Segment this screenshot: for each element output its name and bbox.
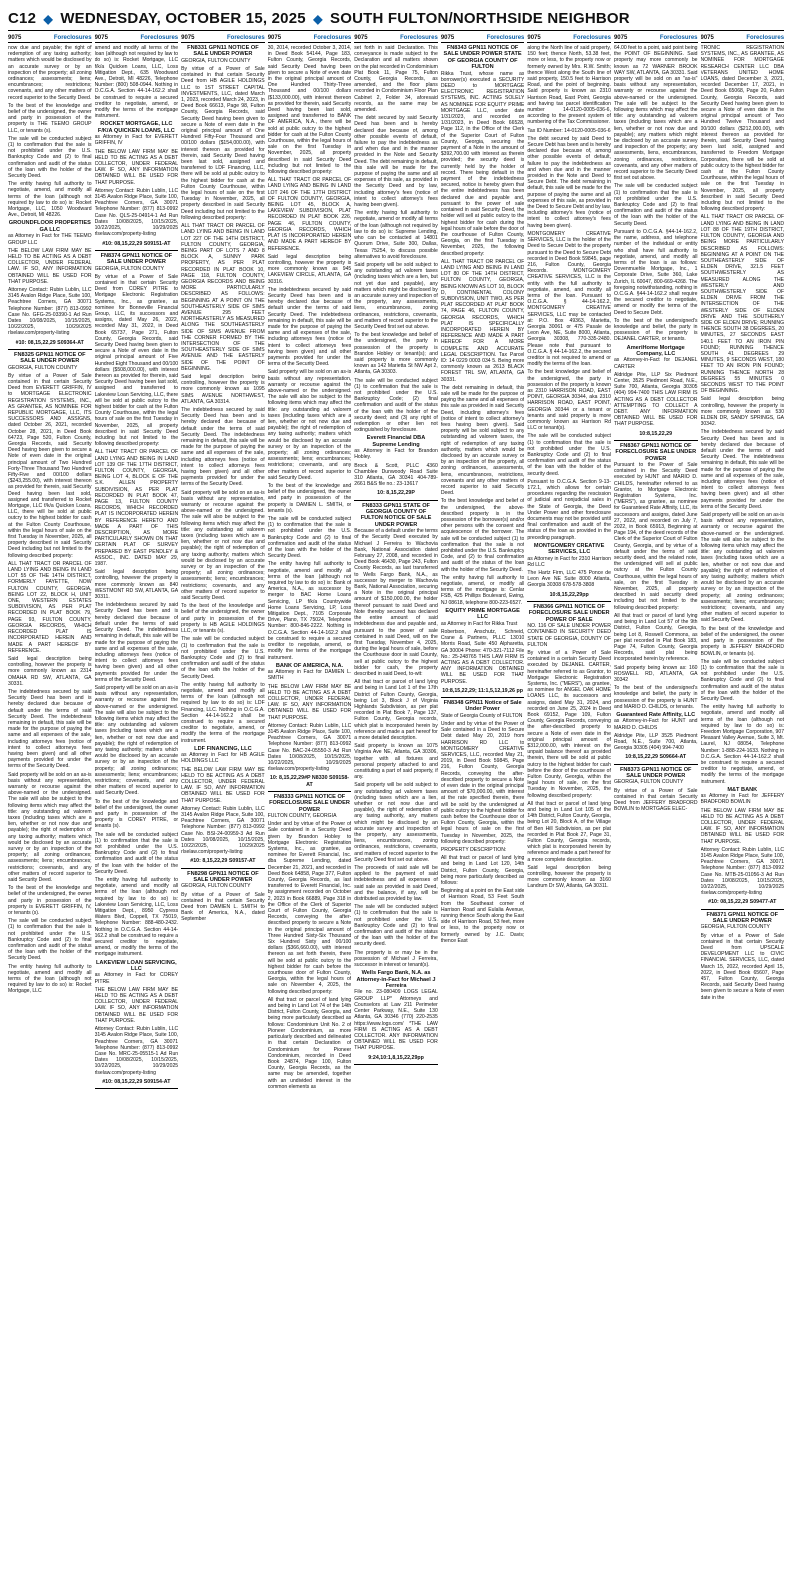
notice-text-block: [181, 45, 265, 923]
notice-paragraph: GEORGIA, FULTON COUNTY: [613, 779, 684, 786]
notice-paragraph: GEORGIA, FULTON COUNTY: [94, 265, 164, 272]
notice-paragraph: Said property will be sold on an as-is basis without any representation, warranty or recourse against the above-named or the undersigned. The sale will also be subject to the following items which may affect the title: any outstanding ad valorem taxes (including taxes which are a lien, whether or not now due and payable); the right of redemption of any taxing authority; matters which would be disclosed by an accurate survey or by an inspection of the property; all zoning ordinances; assessments; liens; encumbrances; restrictions; covenants, and any other matters of record superior to said Security Deed.: [181, 489, 265, 602]
column-label: [527, 34, 611, 43]
notice-text-block: [614, 45, 698, 812]
notice-paragraph: ALL THAT TRACT OR PARCEL OF LAND LYING AND BEING IN LAND LOT 139 OF THE 17TH DISTRICT, FULTON COUNTY, GEORGIA, BEING LOT 4, BLOCK E OF THE S.K. ALLEN PROPERTY SUBDIVISION, AS PER PLAT RECORDED IN PLAT BOOK 47, PAGE 13, FULTON COUNTY RECORDS, WHICH RECORDED PLAT IS INCORPORATED HEREIN BY REFERENCE HERETO AND MADE A PART OF THIS DESCRIPTION, AS MORE PARTICULARLY SHOWN ON THAT CERTAIN PLAT OF SURVEY PREPARED BY EAST PENDLEY & ASSOC., INC. DATED MAY 29, 1987.: [94, 449, 179, 568]
notice-paragraph: The debt secured by said Deed to Secure Debt has been and is hereby declared due because of, among other possible events of default, failure to pay the indebtedness as and when due and in the manner provided in the Note and Deed to Secure Debt. The debt remaining in default, this sale will be made for the purpose of paying the same and all expenses of this sale, as provided in the Deed to Secure Debt and by law, including attorney's fees (notice of intent to collect attorney's fees having been given).: [527, 135, 611, 229]
notice-paragraph: Said property will be sold subject to any outstanding ad valorem taxes (including taxes which are a lien, but not yet due and payable), any matters which might be disclosed by an accurate survey and inspection of the property, any assessments, liens, encumbrances, zoning ordinances, restrictions, covenants, and matters of record superior to the Security Deed first set out above.: [354, 261, 438, 330]
notice-paragraph: The sale will be conducted subject (1) to confirmation that the sale is not prohibited under the U.S. Bankruptcy Code and (2) to final confirmation and audit of the status of the loan with the holder of the Security Deed.: [8, 918, 92, 962]
notice-heading: Wells Fargo Bank, N.A. as Attorney-in-Fact for Michael J Ferreira: [356, 970, 436, 990]
ad-run-code: #10: 8,15,22,29 S09157-AT: [190, 858, 256, 865]
notice-paragraph: 64.00 feet to a point, said point being the POINT OF BEGINNING. Said property may more commonly be known as 72 WARNER BROOK WAY SW, ATLANTA, GA 30331. Said property will be sold on an "as-is" basis without any representation, warranty or recourse against the above-named or the undersigned. The sale will be subject to the following items which may affect the title: any outstanding ad valorem taxes (including taxes which are a lien, whether or not now due and payable); any matters which might be disclosed by an accurate survey and inspection of the property; any assessments, liens, encumbrances, zoning ordinances, restrictions, covenants, and any other matters of record superior to the Security Deed first set out above.: [613, 45, 698, 182]
notice-paragraph: Aldridge Pite, LLP Six Piedmont Center, 3525 Piedmont Road, N.E., Suite 700, Atlanta, Georgia 30305 (404) 994-7400 THIS LAW FIRM IS ACTING AS A DEBT COLLECTOR ATTEMPTING TO COLLECT A DEBT. ANY INFORMATION OBTAINED WILL BE USED FOR THAT PURPOSE.: [613, 371, 698, 428]
notice-heading: FN8343 GPN11 NOTICE OF SALE UNDER POWER STATE OF GEORGIA COUNTY OF FULTON: [443, 45, 522, 71]
notice-paragraph: The indebtedness secured by said Security Deed has been and is hereby declared due because of default under the terms of said Security Deed. The indebtedness remaining in default, this sale will be made for the purpose of paying the same and all expenses of the sale, including attorneys fees (notice of intent to collect attorneys fees having been given) and all other payments provided for under the terms of the Security Deed.: [181, 406, 265, 488]
notice-paragraph: To the best of the knowledge and belief of the undersigned, the owner and party in possession of the property is DAMIEN L. SMITH, or tenants (s).: [267, 483, 352, 514]
notice-heading: ROCKET MORTGAGE, LLC F/K/A QUICKEN LOANS, LLC: [97, 121, 175, 134]
notice-text-block: [95, 45, 179, 1089]
notice-heading: FN8371 GPN11 NOTICE OF SALE UNDER POWER: [706, 911, 779, 925]
notice-paragraph: The sale will be conducted subject (1) to confirmation that the sale is not prohibited under the U.S. Bankruptcy Code; (2) final confirmation and audit of the status of the loan with the holder of the security deed; and (3) any right of redemption or other lien not extinguished by foreclosure.: [354, 377, 438, 434]
notice-paragraph: To the best knowledge and belief of the undersigned, the party in possession of the property is Brandon Hobley or tenant(s); and said property is more commonly known as 142 Marietta St NW Apt 2, Atlanta, GA 30303.: [354, 332, 438, 376]
notice-heading: GROUNDFLOOR PROPERTIES GA LLC: [8, 220, 91, 233]
notice-text-block: [268, 45, 352, 1090]
notice-paragraph: Aldridge Pite, LLP 3525 Piedmont Road, N.E., Suite 700, Atlanta, Georgia 30305 (404) 994-7400: [613, 732, 698, 752]
legal-notices-columns: [8, 34, 784, 1578]
notice-paragraph: as Attorney in Fact for COREY PITRE: [94, 972, 179, 985]
notice-paragraph: Attorney Contact: Rubin Lublin, LLC 3145 Avalon Ridge Place, Suite 100, Peachtree Corners, GA 30071 Telephone Number: (877) 813-0992 Case No. BAC-24-05550-3 Ad Run Dates 10/08/2025, 10/15/2025, 10/22/2025, 10/29/2025 rlselaw.com/property-listing: [267, 722, 352, 773]
ad-run-code: #10: 08,15,22,29 S09364-AT: [15, 339, 84, 346]
notice-paragraph: ALL THAT TRACT OR PARCEL OF LAND LYING AND BEING IN LAND LOT 55 OF THE 14TH DISTRICT, FORMERLY FAYETTE, NOW FULTON COUNTY, GEORGIA, BEING LOT 22, BLOCK H, UNIT ONE, WESTERN ESTATES SUBDIVISION, AS PER PLAT RECORDED IN PLAT BOOK 79, PAGE 93, FULTON COUNTY, GEORGIA RECORDS, WHICH RECORDED PLAT IS INCORPORATED HEREIN AND MADE A PART HEREOF BY REFERENCE.: [8, 560, 92, 654]
notice-paragraph: GEORGIA, FULTON COUNTY: [181, 883, 251, 890]
notice-paragraph: The entity having full authority to negotiate, amend and modify all terms of the loan (although not required by law to do so) is: Freedom Mortgage Corporation, 907 Pleasant Valley Avenue, Suite 3, Mt. Laurel, NJ 08054, Telephone Number: 1-888-224-1633. Nothing in O.C.G.A. Section 44-14-162.2 shall be construed to require a secured creditor to negotiate, amend, or modify the terms of the mortgage instrument.: [700, 704, 785, 785]
notice-heading: FN8367 GPN11 NOTICE OF FORECLOSURE SALE UNDER POWER: [615, 442, 697, 462]
notice-paragraph: All that tract or parcel of land lying and being in Land Lot 120, 14th District, Fulton County, Georgia, being more particularly described as follows:: [440, 855, 525, 887]
notice-paragraph: To the best knowledge and belief of the undersigned, the party in possession of the property is known as 2310 HARRISON ROAD, EAST POINT, GEORGIA 30344, aka 2310 HARRISON ROAD, EAST POINT, GEORGIA 30344 or a tenant or tenants and said property is more commonly known as Harrison Rd LLC or tenant(s).: [527, 369, 611, 432]
notice-divider: [354, 500, 438, 501]
notice-heading: LDF FINANCING, LLC: [194, 745, 252, 752]
notice-paragraph: The entity having full authority to negotiate, amend and modify all terms of the loan (although not required by law to do so) is: LDF Financing, LLC. Nothing in O.C.G.A. Section 44-14-162.2 shall be construed to require a secured creditor to negotiate, amend, or modify the terms of the mortgage instrument.: [181, 681, 265, 744]
notice-divider: [8, 349, 92, 350]
classified-category: Foreclosures: [573, 35, 611, 41]
notice-divider: [95, 250, 179, 251]
notice-paragraph: Said property being known as: 160 ROSWELL RD, ATLANTA, GA 30342: [613, 664, 698, 683]
notice-paragraph: Said legal description being controlling, however the property is more commonly known as 3160 Landrum Dr SW, Atlanta, GA 30311.: [527, 864, 611, 890]
notice-heading: Guaranteed Rate Affinity, LLC: [616, 711, 696, 718]
notice-divider: [614, 440, 698, 441]
notice-paragraph: TRONIC REGISTRATION SYSTEMS, INC., AS GRANTEE, AS NOMINEE FOR MORTGAGE RESEARCH CENTER LLC DBA VETERANS UNITED HOME LOANS, dated December 3, 2021, recorded December 17, 2021, in Deed Book 65068, Page 20, Fulton County, Georgia Records, said Security Deed having been given to secure a Note of even date in the original principal amount of Two Hundred Twelve Thousand and 00/100 dollars ($212,000.00), with interest thereon as provided for therein, said Security Deed having been last sold, assigned and transferred to Freedom Mortgage Corporation, there will be sold at public outcry to the highest bidder for cash at the Fulton County Courthouse, within the legal hours of sale on the first Tuesday in November, 2025, all property described in said Security Deed including but not limited to the following described property:: [700, 45, 785, 213]
notice-heading: FN8333 GPN11 STATE OF GEORGIA COUNTY OF FULTON NOTICE OF SALE UNDER POWER: [360, 502, 432, 528]
column-label: [181, 34, 265, 43]
notice-paragraph: To the best of the undersigned's knowledge and belief, the party in possession of the property is HUNT and MARIO D. CHILDS, or tenants.: [613, 685, 698, 710]
notice-paragraph: The sale will be conducted subject (1) to confirmation that the sale is not prohibited under the U.S. Bankruptcy Code and (2) to final confirmation and audit of the status of the loan with the holder of the Security Deed.: [8, 135, 92, 180]
notice-paragraph: The entity having full authority to negotiate, amend, and modify all terms of the loan (although not required by law to do so) is: Rocket Mortgage, LLC, 1050 Woodward Ave., Detroit, MI 48226.: [8, 181, 92, 219]
notice-paragraph: Tax ID Number: 14-0120-0005-036-6: [527, 127, 611, 134]
notice-divider: [614, 764, 698, 765]
notice-column: [268, 34, 352, 1578]
notice-paragraph: To the best of the undersigned's knowledge and belief, the party in possession of the property is DEJANEL CARTER, or tenants.: [613, 317, 698, 343]
notice-paragraph: The debt secured by said Security Deed has been and is hereby declared due because of, among other possible events of default, failure to pay the indebtedness as and when due and in the manner provided in the Note and Security Deed. The debt remaining in default, this sale will be made for the purpose of paying the same and all expenses of this sale, as provided in the Security Deed and by law, including attorney's fees (notice of intent to collect attorney's fees having been given).: [354, 115, 438, 209]
notice-paragraph: The sale will be conducted subject (1) to confirmation that the sale is not prohibited under the U.S. Bankruptcy Code and (2) to final confirmation and audit of the status of the loan with the holder of the Security Deed.: [181, 636, 265, 680]
column-label: [95, 34, 179, 43]
notice-divider: [181, 868, 265, 869]
notice-column: [95, 34, 179, 1578]
notice-paragraph: Said legal description being controlling, however the property is more commonly known as 1095 SIMS AVENUE NORTHWEST, ATLANTA, GA 30314.: [181, 373, 265, 405]
notice-paragraph: The entity having full authority to negotiate, amend and modify all terms of the loan (although not required by law to do so) is: Rocket Mortgage, LLC: [8, 963, 92, 995]
notice-paragraph: By virtue of a Power of Sale contained in that certain Security Deed from COREY PITRE to Mortgage Electronic Registration Systems, Inc., as grantee, as nominee for Bonneville Financial Group, LLC, its successors and assigns, dated May 26, 2022, recorded May 31, 2022, in Deed Book 65737, Page 271, Fulton County, Georgia Records, said Security Deed having been given to secure a Note of even date in the original principal amount of Five Hundred Eight Thousand and 00/100 dollars ($508,000.00), with interest thereon as provided for therein, said Security Deed having been last sold, assigned and transferred to Lakeview Loan Servicing, LLC, there will be sold at public outcry to the highest bidder for cash at the Fulton County Courthouse, within the legal hours of sale on the first Tuesday in November, 2025, all property described in said Security Deed including but not limited to the following described property:: [94, 273, 179, 448]
notice-paragraph: Said property will be sold subject to any outstanding ad valorem taxes (including taxes which are a lien, whether or not now due and payable), the right of redemption of any taxing authority, any matters which might be disclosed by an accurate survey and inspection of the property, any assessments, liens, encumbrances, zoning ordinances, restrictions, covenants, and matters of record superior to the Security Deed first set out above.: [354, 782, 438, 863]
notice-paragraph: By virtue of a Power of Sale contained in that certain Security Deed from HB AGILE HOLDINGS LLC to 1ST STREET CAPITAL INVESTMENTS, LLC, dated March 1, 2023, recorded March 24, 2023, in Deed Book 66613, Page 98, Fulton County, Georgia Records, said Security Deed having been given to secure a Note of even date in the original principal amount of One Hundred Fifty-Four Thousand and 00/100 dollars ($154,000.00), with interest thereon as provided for therein, said Security Deed having been last sold, assigned and transferred to LDF Financing, LLC, there will be sold at public outcry to the highest bidder for cash at the Fulton County Courthouse, within the legal hours of sale on the first Tuesday in November, 2025, all property described in said Security Deed including but not limited to the following described property:: [181, 66, 265, 221]
notice-paragraph: Rikka Trust, whose name as borrower(s) executed a SECURITY DEED to MORTGAGE ELECTRONIC REGISTRATION SYSTEMS, INC. ACTING SOLELY AS NOMINEE FOR EQUITY PRIME MORTGAGE LLC, under date 1/31/2023, and recorded on 1/31/2023, in Deed Book 66528, Page 112, in the Office of the Clerk of the Superior Court of Fulton County, Georgia, securing the payment of a Note in the amount of $392,700.00 with interest as therein provided; the security deed is currently held by the holder of record. There being default in the payment of the indebtedness secured, notice is hereby given that the entire indebtedness has been declared due and payable and, pursuant to the power of sale contained in said Security Deed, the holder will sell at public outcry to the highest bidder for cash during the legal hours of sale before the door of the courthouse of Fulton County, Georgia, on the first Tuesday in November, 2025, the following described property:: [440, 70, 525, 257]
notice-paragraph: GEORGIA, FULTON COUNTY: [8, 364, 78, 371]
notice-paragraph: Said legal description being controlling, however the property is more commonly known as 530 ELDEN DR, SANDY SPRINGS, GA 30342.: [700, 396, 785, 428]
header-rule: [8, 30, 784, 31]
ad-run-code: 10:8,15,22,29: [639, 430, 673, 437]
notice-paragraph: as Attorney in Fact for 2310 Harrison Rd LLC: [527, 555, 611, 568]
notice-paragraph: All that tract or parcel of land lying and being in Land Lot 57 of the 9th District, Fulton County, Georgia, being Lot 8, Roswell Commons, as per plat recorded in Plat Book 183, Page 74, Fulton County, Georgia Records, said plat being incorporated herein by reference.: [613, 612, 698, 663]
notice-paragraph: By virtue of a Power of Sale contained in that certain Security Deed from UPSCALE DEVELOPMENT LLC to CIVIC FINANCIAL SERVICES, LLC, dated March 15, 2022, recorded April 15, 2022, in Deed Book 65607, Page 457, Fulton County, Georgia Records, said Security Deed having been given to secure a Note of even date in the: [700, 932, 785, 1001]
notice-heading: FN8325 GPN11 NOTICE OF SALE UNDER POWER: [14, 351, 86, 365]
page-number: C12: [8, 10, 37, 27]
classified-category: Foreclosures: [486, 35, 525, 41]
ad-run-code: 10: 8,15,22,29P: [377, 490, 415, 497]
notice-paragraph: ALL THAT TRACT OR PARCEL OF LAND LYING AND BEING IN LAND LOT 227 OF THE 14TH DISTRICT, FULTON COUNTY, GEORGIA, BEING PART OF LOTS 7 AND 8 BLOCK A, SUNNY PARK PROPERTY, AS PER PLAT RECORDED IN PLAT BOOK 10, PAGE 118, FULTON COUNTY, GEORGIA RECORDS AND BEING MORE PARTICULARLY DESCRIBED AS FOLLOWS: BEGINNING AT A POINT ON THE SOUTHEASTERLY SIDE OF SIMS AVENUE 295 FEET NORTHEASTERLY AS MEASURED ALONG THE SOUTHEASTERLY SIDE OF SIMS AVENUE FROM THE CORNER FORMED BY THE INTERSECTION OF THE SOUTHEASTERLY SIDE OF SIMS AVENUE AND THE EASTERLY SIDE OF THE POINT OF BEGINNING.: [181, 223, 265, 372]
notice-column: [181, 34, 265, 1578]
notice-paragraph: Beginning at a point on the East side of Harrison Road, 53 Feet South from the Southeast corner of Harrison Road and Eulalia Avenue, running thence South along the East side of Harrison Road, 53 feet, more or less, to the property now or formerly owned by J.C. Davis; thence East: [440, 888, 525, 944]
notice-paragraph: The sale will be conducted subject (1) to confirmation that the sale is not prohibited under the U.S. Bankruptcy Code and (2) to final confirmation and audit of the status of the loan with the holder of the Security Deed.: [267, 516, 352, 560]
notice-divider: [354, 1064, 438, 1065]
notice-paragraph: Pursuant to O.C.G.A. Section 9-13-172.1, which allows for certain procedures regarding the rescission of judicial and nonjudicial sales in the State of Georgia, the Deed Under Power and other foreclosure documents may not be provided until final confirmation and audit of the status of the loan as provided in the preceding paragraph.: [527, 478, 611, 541]
classified-code: 9075: [8, 35, 22, 41]
notice-paragraph: The Hartz Firm, LLC 475 Ponce de Leon Ave NE Suite 8000 Atlanta, Georgia 30308 678-578-3808: [527, 570, 611, 589]
notice-text-block: [8, 45, 92, 995]
notice-divider: [441, 697, 525, 698]
notice-paragraph: The entity having full authority to negotiate, amend and modify all terms of the loan (although not required by law to do so) is: Lakeview Loan Servicing, LLC, Loss Mitigation Dept., 8950 Cypress Waters Blvd, Coppell, TX 75019, Telephone Number: 888-480-2432. Nothing in O.C.G.A. Section 44-14-162.2 shall be construed to require a secured creditor to negotiate, amend, or modify the terms of the mortgage instrument.: [94, 877, 179, 958]
notice-column: [441, 34, 525, 1578]
notice-text-block: [441, 45, 525, 944]
notice-paragraph: All that tract or parcel of land lying and being in Land Lot 105 of the 14th District, Fulton County, Georgia, being Lot 20, Block A, of the Village of Ben Hill Subdivision, as per plat recorded in Plat Book 27, Page 31, Fulton County, Georgia records, which plat is incorporated herein by reference and made a part hereof for a more complete description.: [527, 800, 611, 863]
notice-paragraph: THE BELOW LAW FIRM MAY BE HELD TO BE ACTING AS A DEBT COLLECTOR, UNDER FEDERAL LAW. IF SO, ANY INFORMATION OBTAINED WILL BE USED FOR THAT PURPOSE.: [181, 766, 265, 804]
classified-category: Foreclosures: [400, 35, 438, 41]
notice-paragraph: set forth in said Declaration. This conveyance is made subject to the Declaration and all matters shown on the plat recorded in Condominium Plat Book 11, Page 75, Fulton County, Georgia Records, as amended, and the floor plans recorded in Condominium Floor Plan Cabinet 2, Folder 34, aforesaid records, as the same may be amended.: [354, 45, 438, 114]
notice-paragraph: Attorney Contact: Rubin Lublin, LLC 3145 Avalon Ridge Place, Suite 100, Peachtree Corners, GA 30071 Telephone Number: (877) 813-0992 Case No. QLS-25-04914-1 Ad Run Dates 10/08/2025, 10/15/2025, 10/22/2025, 10/29/2025 rlselaw.com/property-listing: [94, 187, 179, 238]
notice-paragraph: NO. 116 OF SALE UNDER POWER CONTAINED IN SECURITY DEED STATE OF GEORGIA, COUNTY OF FULTON: [527, 623, 611, 648]
notice-paragraph: Said property will be sold on an as-is basis without any representation, warranty or recourse against the above-named or the undersigned. The sale will also be subject to the following items which may affect the title: any outstanding ad valorem taxes (including taxes which are a lien, whether or not now due and payable); the right of redemption of any taxing authority; matters which would be disclosed by an accurate survey or by an inspection of the property; all zoning ordinances; assessments; liens; encumbrances; restrictions; covenants, and any other matters of record superior to said Security Deed.: [267, 369, 352, 481]
header-line: [8, 10, 630, 27]
notice-paragraph: By virtue of a Power of Sale contained in a certain Security Deed executed by DEJANEL CARTER, hereinafter referred to as Grantor, to Mortgage Electronic Registration Systems, Inc. ("MERS"), as grantee, as nominee for ANGEL OAK HOME LOANS LLC, its successors and assigns, dated May 31, 2024, and recorded on June 25, 2024 in Deed Book 69152, Page 109, Fulton County, Georgia Records, conveying the after-described property to secure a Note of even date in the original principal amount of $312,000.00, with interest on the unpaid balance thereof as provided therein, there will be sold at public outcry to the highest bidder for cash before the door of the courthouse of Fulton County, Georgia, within the legal hours of sale, on the first Tuesday in November, 2025, the following described property:: [527, 649, 611, 799]
diamond-icon: ◆: [43, 12, 53, 26]
notice-paragraph: FULTON COUNTY, GEORGIA: [267, 812, 337, 819]
notice-paragraph: The entity having full authority to negotiate, amend, or modify all terms of the mortgage is: Cenlar FSB, 425 Phillips Boulevard, Ewing, NJ 08618, telephone 800-223-6527.: [440, 574, 525, 606]
column-label: [354, 34, 438, 43]
notice-paragraph: To the best of the knowledge and belief of the undersigned, the owner and party in possession of the property is THE TEEMO GROUP LLC, or tenants (s).: [8, 102, 92, 134]
notice-paragraph: The sale will be conducted subject (1) to confirmation that the sale is not prohibited under the U.S. Bankruptcy Code and (2) to final confirmation and audit of the status of the loan with the holder of the Security Deed.: [613, 183, 698, 227]
notice-paragraph: The property is or may be in the possession of Michael J Ferreira, successor in interest or tenant(s).: [354, 949, 438, 969]
ad-run-code: 10:8,15,22,29 S09664-AT: [625, 754, 687, 761]
notice-heading: FN8374 GPN11 NOTICE OF SALE UNDER POWER: [100, 252, 173, 266]
ad-run-code: 10: 8,15,22,29#P N8330 S09158-AT: [269, 775, 350, 788]
notice-paragraph: The indebtedness secured by said Security Deed has been and is hereby declared due because of default under the terms of said Security Deed. The indebtedness remaining in default, this sale will be made for the purpose of paying the same and all expenses of the sale, including attorneys fees (notice of intent to collect attorneys fees having been given) and all other payments provided for under the terms of the Security Deed.: [8, 688, 92, 770]
notice-column: [614, 34, 698, 1578]
notice-column: [8, 34, 92, 1578]
notice-divider: [95, 1088, 179, 1089]
ad-run-code: #10: 08,15,22,29 S09154-AT: [102, 1078, 171, 1085]
notice-paragraph: as Attorney in Fact for Brandon Hobley.: [354, 448, 438, 461]
notice-paragraph: Said legal description being controlling, however the property is more commonly known as 2314 OMAHA RD SW, ATLANTA, GA 30331.: [8, 655, 92, 687]
notice-heading: Everett Financial DBA Supreme Lending: [366, 435, 426, 448]
classified-category: Foreclosures: [659, 35, 698, 41]
classified-category: Foreclosures: [746, 35, 785, 41]
notice-paragraph: PROPERTY DESCRIPTION:: [440, 847, 507, 854]
notice-column: [354, 34, 438, 1578]
notice-paragraph: To the best of the knowledge and belief of the undersigned, the owner and party in possession of the property is JEFFERY BRADFORD BOWLIN, or tenants (s).: [700, 625, 785, 657]
notice-paragraph: By virtue of a Power of Sale contained in that certain Security Deed from JEFFERY BRADFORD BOWLIN to MORTGAGE ELEC-: [613, 787, 698, 813]
notice-paragraph: File no. 23-080409 LOGS LEGAL GROUP LLP* Attorneys and Counselors at Law 211 Perimeter Center Parkway, N.E., Suite 130 Atlanta, GA 30346 (770) 220-2535 https://www.logs.com/ *THE LAW FIRM IS ACTING AS A DEBT COLLECTOR. ANY INFORMATION OBTAINED WILL BE USED FOR THAT PURPOSE.: [354, 989, 438, 1052]
column-label: [614, 34, 698, 43]
classified-code: 9075: [700, 35, 714, 41]
notice-text-block: [527, 45, 611, 890]
notice-paragraph: Under and by virtue of the Power of Sale contained in a Deed to Secure Debt dated May 20, 2019 from HARRISON RD LLC to MONTGOMERY CREATIVE SERVICES, LLC, recorded May 21, 2019, in Deed Book 59845, Page 216, Fulton County, Georgia Records, conveying the after-described property to secure a Note of even date in the original principal amount of $70,000.00, with interest at the rate specified therein, there will be sold by the undersigned at public outcry to the highest bidder for cash before the Courthouse door of Fulton County, Georgia, within the legal hours of sale on the first Tuesday in November, 2025, the following described property:: [440, 720, 525, 845]
notice-paragraph: as Attorney in Fact for JEFFERY BRADFORD BOWLIN: [700, 793, 785, 806]
notice-heading: FN8331 GPN11 NOTICE OF SALE UNDER POWER: [187, 45, 259, 58]
notice-heading: M&T BANK: [727, 786, 758, 793]
column-label: [701, 34, 785, 43]
notice-paragraph: amend and modify all terms of the loan (although not required by law to do so) is: Rocket Mortgage, LLC f/k/a Quicken Loans, LLC, Loss Mitigation Dept., 635 Woodward Ave., Detroit, MI 48226, Telephone Number: (800) 508-0944. Nothing in O.C.G.A. Section 44-14-162.2 shall be construed to require a secured creditor to negotiate, amend, or modify the terms of the mortgage instrument.: [94, 45, 179, 120]
classified-category: Foreclosures: [140, 35, 179, 41]
notice-paragraph: Attorney Contact: Rubin Lublin, LLC 3145 Avalon Ridge Place, Suite 100, Peachtree Corners, GA 30071 Telephone Number: (877) 813-0992 Case No. MRC-25-05515-1 Ad Run Dates 10/08/2025, 10/15/2025, 10/22/2025, 10/29/2025 rlselaw.com/property-listing: [94, 1026, 179, 1076]
notice-paragraph: The indebtedness secured by said Security Deed has been and is hereby declared due because of default under the terms of said Security Deed. The indebtedness remaining in default, this sale will be made for the purpose of paying the same and all expenses of the sale, including attorneys fees (notice of intent to collect attorneys fees having been given) and all other payments provided for under the terms of the Security Deed.: [94, 602, 179, 683]
notice-divider: [268, 791, 352, 792]
notice-paragraph: as Attorney in Fact for DAMIEN L. SMITH: [267, 669, 352, 682]
notice-divider: [527, 601, 611, 602]
notice-paragraph: Pursuant to O.C.G.A. §44-14-162.2, the name, address, and telephone number of the individual or entity who shall have full authority to negotiate, amend, and modify all terms of the loan is as follows: Dovenmuehle Mortgage, Inc., 1 Corporate Drive, Suite 360, Lake Zurich, IL 60047, 800-669-4268. The foregoing notwithstanding, nothing in O.C.G.A. §44-14-162.2 shall require the secured creditor to negotiate, amend or modify the terms of the Deed to Secure Debt.: [613, 228, 698, 316]
notice-paragraph: MONTGOMERY CREATIVE SERVICES, LLC is the holder of the Deed to Secure Debt to the property pursuant to the Deed to Secure Debt recorded in Deed Book 59845, page 216, Fulton County, Georgia Records. MONTGOMERY CREATIVE SERVICES, LLC is the entity with the full authority to negotiate, amend, and modify all terms of the loan. Pursuant to O.C.G.A. § 44-14-162.2, MONTGOMERY CREATIVE SERVICES, LLC may be contacted at: P.O. Box 49363, Marietta, Georgia 30061 or 475 Pasale de Leon Ave, NE, Suite 8000, Atlanta, Georgia 30308, 770-335-2480. Please note that pursuant to O.C.G.A. § 44-14-162.2, the secured creditor is not required to amend or modify the terms of the loan.: [527, 230, 611, 368]
notice-paragraph: THE BELOW LAW FIRM MAY BE HELD TO BE ACTING AS A DEBT COLLECTOR, UNDER FEDERAL LAW. IF SO, ANY INFORMATION OBTAINED WILL BE USED FOR THAT PURPOSE.: [94, 986, 179, 1024]
classified-code: 9075: [354, 35, 368, 41]
notice-heading: EQUITY PRIME MORTGAGE LLC: [445, 607, 520, 621]
classified-code: 9075: [440, 35, 455, 41]
notice-paragraph: The sale will be conducted subject (1) to confirmation that the sale is not prohibited under the U.S. Bankruptcy Code and (2) to final confirmation and audit of the status of the loan with the holder of the security deed.: [354, 904, 438, 948]
notice-paragraph: THE BELOW LAW FIRM MAY BE HELD TO BE ACTING AS A DEBT COLLECTOR, UNDER FEDERAL LAW. IF SO, ANY INFORMATION OBTAINED WILL BE USED FOR THAT PURPOSE.: [94, 148, 179, 186]
notice-paragraph: ALL THAT TRACT OR PARCEL OF LAND LYING AND BEING IN LAND LOT 246 OF THE 17TH DISTRICT OF FULTON COUNTY, GEORGIA, BEING LOT 45, BLOCK A, LAKEVIEW SUBDIVISION, PLAT RECORDED IN PLAT BOOK 226, PAGE 46, FULTON COUNTY, GEORGIA RECORDS, WHICH PLAT IS INCORPORATED HEREIN AND MADE A PART HEREOF BY REFERENCE.: [267, 177, 352, 252]
page-date: WEDNESDAY, OCTOBER 15, 2025: [60, 10, 306, 27]
notice-divider: [701, 909, 785, 910]
notice-paragraph: State of Georgia County of FULTON: [440, 712, 523, 719]
notice-paragraph: Said legal description being controlling, however the property is more commonly known as 840 WESTMONT RD SW, ATLANTA, GA 30311.: [94, 569, 179, 601]
column-label: [8, 34, 92, 43]
notice-paragraph: Attorney Contact: Rubin Lublin, LLC 3145 Avalon Ridge Place, Suite 100, Peachtree Corners, GA 30071 Telephone Number: (877) 813-0992 Case No. BSI-24-00959-3 Ad Run Dates 10/08/2025, 10/15/2025, 10/22/2025, 10/29/2025 rlselaw.com/property-listing: [181, 805, 265, 856]
notice-paragraph: now due and payable; the right of redemption of any taxing authority; matters which would be disclosed by an accurate survey or by an inspection of the property; all zoning ordinances; assessments; liens; encumbrances; restrictions; covenants, and any other matters of record superior to the Security Deed.: [8, 45, 92, 101]
notice-heading: FN8348 GPN11 Notice of Sale Under Power: [443, 699, 522, 713]
notice-column: [527, 34, 611, 1578]
notice-paragraph: To the best of the knowledge and belief of the undersigned, the owner and party in possession of the property is COREY PITRE, or tenants (s).: [94, 798, 179, 830]
notice-column: [701, 34, 785, 1578]
notice-paragraph: The debt remaining in default, this sale will be made for the purpose of paying the same and all expenses of this sale as provided in said Security Deed, including attorney's fees (notice of intent to collect attorney's fees having been given). Said property will be sold subject to any outstanding ad valorem taxes, the right of redemption of any taxing authority, matters which would be disclosed by an accurate survey or by an inspection of the property, all zoning ordinances, assessments, liens, encumbrances, restrictions, covenants and any other matters of record superior to said Security Deed.: [440, 384, 525, 497]
notice-paragraph: The entity having full authority to negotiate, amend and modify all terms of the loan (although not required by law to do so) is: Bank of America, N.A., as successor by merger to BAC Home Loans Servicing, LP f/k/a Countrywide Home Loans Servicing, LP, Loss Mitigation Dept., 7105 Corporate Drive, Plano, TX 75024, Telephone Number: 800-846-2222. Nothing in O.C.G.A. Section 44-14-162.2 shall be construed to require a secured creditor to negotiate, amend, or modify the terms of the mortgage instrument.: [267, 561, 352, 661]
notice-paragraph: To the best of the knowledge and belief of the undersigned, the owner and party in possession of the property is EVERETT GRIFFIN, IV, or tenants (s).: [8, 885, 92, 917]
notice-paragraph: Said property will be sold on an as-is basis without any representation, warranty or recourse against the above-named or the undersigned. The sale will also be subject to the following items which may affect the title: any outstanding ad valorem taxes (including taxes which are a lien, whether or not now due and payable); the right of redemption of any taxing authority; matters which would be disclosed by an accurate survey or by an inspection of the property; all zoning ordinances; assessments; liens; encumbrances; restrictions; covenants, and any other matters of record superior to said Security Deed.: [700, 512, 785, 624]
notice-paragraph: The indebtedness secured by said Security Deed has been and is hereby declared due because of default under the terms of said Security Deed. The indebtedness remaining in default, this sale will be made for the purpose of paying the same and all expenses of the sale, including attorneys fees (notice of intent to collect attorneys fees having been given) and all other payments provided for under the terms of the Security Deed.: [700, 429, 785, 510]
notice-paragraph: Brock & Scott, PLLC 4360 Chamblee Dunwoody Road Suite 310 Atlanta, GA 30341 404-789-2661 B&S file no.: 23-13617: [354, 462, 438, 488]
notice-paragraph: The sale will be conducted subject (1) to confirmation that the sale is not prohibited under the U.S. Bankruptcy Code and (2) to final confirmation and audit of the status of the loan with the holder of the Security Deed.: [94, 831, 179, 875]
notice-paragraph: as Attorney in Fact for HB AGILE HOLDINGS LLC: [181, 752, 265, 765]
classified-code: 9075: [94, 35, 108, 41]
notice-paragraph: Because of a default under the terms of the Security Deed executed by Michael J Ferreira to Wachovia Bank, National Association dated February 27, 2008, and recorded in Deed Book 46430, Page 243, Fulton County Records, as last transferred to Wells Fargo Bank, N.A., as successor by merger to Wachovia Bank, National Association, securing a Note in the original principal amount of $150,000.00, the holder thereof pursuant to said Deed and Note thereby secured has declared the entire amount of said indebtedness due and payable and, pursuant to the power of sale contained in said Deed, will on the first Tuesday, November 4, 2025, during the legal hours of sale, before the Courthouse door in said County, sell at public outcry to the highest bidder for cash, the property described in said Deed, to-wit:: [354, 528, 438, 677]
ad-run-code: 10:8,15,22,29; 11:1,5,12,19,26 pp: [442, 687, 523, 694]
notice-text-block: [354, 45, 438, 1065]
classified-code: 9075: [613, 35, 628, 41]
notice-heading: LAKEVIEW LOAN SERVICING, LLC: [95, 959, 177, 973]
classified-code: 9075: [181, 35, 195, 41]
notice-paragraph: All that tract or parcel of land lying and being in Land Lot 1 of the 17th District of Fulton County, Georgia, being Lot 3, Block J of Virginia Highlands Subdivision, as per plat recorded in Plat Book 7, Page 137, Fulton County, Georgia records, which plat is incorporated herein by reference and made a part hereof for a more detailed description.: [354, 679, 438, 741]
notice-text-block: [701, 45, 785, 1001]
notice-paragraph: ALL THAT TRACT OR PARCEL OF LAND LYING AND BEING IN LAND LOT 80 OF THE 14TH DISTRICT, FULTON COUNTY, GEORGIA, BEING KNOWN AS LOT 10, BLOCK D, CONTINENTAL COLONY SUBDIVISION, UNIT TWO, AS PER PLAT RECORDED AT PLAT BOOK 74, PAGE 46, FULTON COUNTY, GEORGIA RECORDS, WHICH PLAT IS SPECIFICALLY INCORPORATED HEREIN BY REFERENCE AND MADE A PART HEREOF FOR A MORE COMPLETE AND ACCURATE LEGAL DESCRIPTION. Tax Parcel ID: 14 0229 0003 034 5. Being more commonly known as 2613 BLACK FOREST TRL SW, ATLANTA, GA 30331.: [440, 258, 525, 383]
notice-heading: FN8333 GPN11 NOTICE OF FORECLOSURE SALE UNDER POWER: [269, 793, 350, 813]
classified-category: Foreclosures: [313, 35, 352, 41]
notice-paragraph: THE BELOW LAW FIRM MAY BE HELD TO BE ACTING AS A DEBT COLLECTOR, UNDER FEDERAL LAW. IF SO, ANY INFORMATION OBTAINED WILL BE USED FOR THAT PURPOSE.: [267, 683, 352, 721]
notice-paragraph: GEORGIA, FULTON COUNTY: [181, 57, 251, 64]
notice-paragraph: as Attorney-in-Fact for DEJANEL CARTER: [613, 357, 698, 370]
notice-paragraph: The sale will be conducted subject (1) to confirmation that the sale is not prohibited under the U.S. Bankruptcy Code and (2) to final confirmation and audit of the status of the loan with the holder of the Security Deed.: [700, 658, 785, 702]
notice-paragraph: along the North line of said property, 150 feet; thence North, 53.38 feet, more or less, to the property now or formerly owned by Mrs. R.W. Smith; thence West along the South line of said property, 150.5 feet to Harrison Road, and the point of beginning. Said property is known as 2310 Harrison Road, East Point, Georgia and having tax parcel identification number 14-0120-0005-036-6, according to the present system of numbering of the Tax Commissioner.: [527, 45, 611, 126]
notice-heading: AmeriHome Mortgage Company, LLC: [626, 344, 685, 357]
notice-paragraph: To the best knowledge and belief of the undersigned, the above-described property is in the possession of the borrower(s) and/or other persons with the consent and acquiescence of the borrower. The sale will be conducted subject (1) to confirmation that the sale is not prohibited under the U.S. Bankruptcy Code, and (2) to final confirmation and audit of the status of the loan with the holder of the Security Deed.: [440, 498, 525, 573]
notice-paragraph: 30, 2014, recorded October 3, 2014, in Deed Book 54144, Page 183, Fulton County, Georgia Records, said Security Deed having been given to secure a Note of even date in the original principal amount of One Hundred Thirty-Three Thousand and 00/100 dollars ($133,000.00), with interest thereon as provided for therein, said Security Deed having been last sold, assigned and transferred to BANK OF AMERICA, N.A., there will be sold at public outcry to the highest bidder for cash at the Fulton County Courthouse, within the legal hours of sale on the first Tuesday in November, 2025, all property described in said Security Deed including but not limited to the following described property:: [267, 45, 352, 176]
notice-paragraph: Attorney Contact: Rubin Lublin, LLC 3145 Avalon Ridge Place, Suite 100, Peachtree Corners, GA 30071 Telephone Number: (877) 813-0992 Case No. GFG-25-03390-1 Ad Run Dates 10/08/2025, 10/15/2025, 10/22/2025, 10/29/2025 rlselaw.com/property-listing: [8, 286, 92, 337]
notice-paragraph: Pursuant to the Power of Sale contained in the Security Deed executed by HUNT and MARIO D. CHILDS, hereinafter referred to as Grantor, to Mortgage Electronic Registration Systems, Inc. ("MERS"), as grantee, as nominee for Guaranteed Rate Affinity, LLC, its successors and assigns, dated June 27, 2022, and recorded on July 7, 2022, in Book 65913, Beginning at Page 194, of the deed records of the Clerk of the Superior Court of Fulton County, Georgia, and by virtue of a default under the terms of said security deed, and the related note, the undersigned will sell at public outcry at the Fulton County Courthouse, within the legal hours of sale, on the first Tuesday in November, 2025, all property described in said security deed including but not limited to the following described property:: [613, 462, 698, 611]
notice-paragraph: GEORGIA, FULTON COUNTY: [700, 924, 770, 931]
notice-paragraph: To the best of the knowledge and belief of the undersigned, the owner and party in possession of the property is HB AGILE HOLDINGS LLC, or tenants (s).: [181, 603, 265, 635]
page-header: [0, 0, 792, 30]
classified-category: Foreclosures: [227, 35, 265, 41]
notice-paragraph: Under and by virtue of the Power of Sale contained in a Security Deed given by Brandon Hobley to Mortgage Electronic Registration Systems, Inc., as grantee, as nominee for Everett Financial, Inc. dba Supreme Lending, dated December 21, 2021, and recorded in Deed Book 64858, Page 377, Fulton County, Georgia Records, as last transferred to Everett Financial, Inc. by assignment recorded on October 2, 2023 in Book 66889, Page 318 in the Office of the Clerk of Superior Court of Fulton County, Georgia Records, conveying the after-described property to secure a Note in the original principal amount of Three Hundred Sixty-Six Thousand Six Hundred Sixty and 00/100 dollars ($366,660.00), with interest thereon as set forth therein, there will be sold at public outcry to the highest bidder for cash before the courthouse door of Fulton County, Georgia, within the legal hours of sale on November 4, 2025, the following described property:: [267, 821, 352, 995]
classified-category: Foreclosures: [53, 35, 92, 41]
notice-paragraph: The proceeds of said sale will be applied to the payment of said indebtedness and all expenses of said sale as provided in said Deed, and the balance, if any, will be distributed as provided by law.: [354, 865, 438, 903]
notice-paragraph: All that tract or parcel of land lying and being in Land Lot 74 of the 14th District, Fulton County, Georgia, and being more particularly described as follows: Condominium Unit No. 2 of Pioneer Condominium, as more particularly described and delineated in that certain Declaration of Condominium for Pioneer Condominium, recorded in Deed Book 24874, Page 100, Fulton County, Georgia Records, as the same may be amended, together with an undivided interest in the common elements as: [267, 996, 352, 1090]
notice-paragraph: Said property will be sold on an as-is basis without any representation, warranty or recourse against the above-named or the undersigned. The sale will also be subject to the following items which may affect the title: any outstanding ad valorem taxes (including taxes which are a lien, whether or not now due and payable); the right of redemption of any taxing authority; matters which would be disclosed by an accurate survey or by an inspection of the property; all zoning ordinances; assessments; liens; encumbrances; restrictions; covenants, and any other matters of record superior to said Security Deed.: [8, 771, 92, 884]
notice-paragraph: Said property will be sold on an as-is basis without any representation, warranty or recourse against the above-named or the undersigned. The sale will also be subject to the following items which may affect the title: any outstanding ad valorem taxes (including taxes which are a lien, whether or not now due and payable); the right of redemption of any taxing authority; matters which would be disclosed by an accurate survey or by an inspection of the property; all zoning ordinances; assessments; liens; encumbrances; restrictions; covenants, and any other matters of record superior to said Security Deed.: [94, 684, 179, 797]
ad-run-code: #10: 08,15,22,29 S09477-AT: [708, 899, 777, 906]
notice-paragraph: The indebtedness secured by said Security Deed has been and is hereby declared due because of default under the terms of said Security Deed. The indebtedness remaining in default, this sale will be made for the purpose of paying the same and all expenses of the sale, including attorneys fees (notice of intent to collect attorneys fees having been given) and all other payments provided for under the terms of the Security Deed.: [267, 286, 352, 368]
notice-paragraph: as Attorney in Fact for THE TEEMO GROUP LLC: [8, 233, 92, 246]
notice-heading: MONTGOMERY CREATIVE SERVICES, LLC: [533, 542, 605, 556]
section-title: SOUTH FULTON/NORTHSIDE NEIGHBOR: [330, 10, 630, 27]
notice-paragraph: THE BELOW LAW FIRM MAY BE HELD TO BE ACTING AS A DEBT COLLECTOR, UNDER FEDERAL LAW. IF SO, ANY INFORMATION OBTAINED WILL BE USED FOR THAT PURPOSE.: [700, 807, 785, 845]
notice-paragraph: The entity having full authority to negotiate, amend or modify all terms of the loan (although not required by law to do so) is: Supreme Lending, who can be contacted at 14801 Quorum Drive, Suite 300, Dallas, Texas 75254, to discuss possible alternatives to avoid foreclosure.: [354, 210, 438, 260]
notice-paragraph: as Attorney in Fact for Rikka Trust: [440, 620, 518, 627]
notice-paragraph: By virtue of a Power of Sale contained in that certain Security Deed from EVERETT GRIFFIN, IV to MORTGAGE ELECTRONIC REGISTRATION SYSTEMS, INC., AS GRANTEE, AS NOMINEE FOR REPUBLIC MORTGAGE, LLC, ITS SUCCESSORS AND ASSIGNS, dated October 26, 2021, recorded October 28, 2021, in Deed Book 64723, Page 520, Fulton County, Georgia Records, said Security Deed having been given to secure a Note of even date in the original principal amount of Two Hundred Forty-Three Thousand Two Hundred Fifty-Five and 00/100 dollars ($243,255.00), with interest thereon as provided for therein, said Security Deed having been last sold, assigned and transferred to Rocket Mortgage, LLC f/k/a Quicken Loans, LLC, there will be sold at public outcry to the highest bidder for cash at the Fulton County Courthouse, within the legal hours of sale on the first Tuesday in November, 2025, all property described in said Security Deed including but not limited to the following described property:: [8, 372, 92, 559]
classified-code: 9075: [267, 35, 282, 41]
classified-code: 9075: [527, 35, 541, 41]
notice-paragraph: By virtue of a Power of Sale contained in that certain Security Deed from DAMIEN L. SMITH to Bank of America, N.A., dated September: [181, 891, 265, 923]
notice-paragraph: as Attorney in Fact for EVERETT GRIFFIN, IV: [94, 134, 179, 147]
notice-paragraph: Robertson, Anschutz, Schneid, Crane & Partners, PLLC 13010 Morris Road, Suite 450 Alpharetta, GA 30004 Phone: 470-321-7112 File No.: 25-248765 THIS LAW FIRM IS ACTING AS A DEBT COLLECTOR. ANY INFORMATION OBTAINED WILL BE USED FOR THAT PURPOSE.: [440, 628, 525, 685]
notice-paragraph: as Attorney-in-Fact for HUNT and MARIO D. CHILDS: [613, 718, 698, 731]
notice-heading: FN8373 GPN11 NOTICE OF SALE UNDER POWER: [619, 766, 692, 779]
notice-paragraph: The sale will be conducted subject (1) to confirmation that the sale is not prohibited under the U.S. Bankruptcy Code and (2) to final confirmation and audit of the status of the loan with the holder of the security deed.: [527, 433, 611, 477]
ad-run-code: #10: 08,15,22,29 S09151-AT: [102, 240, 171, 247]
notice-heading: FN8298 GPN11 NOTICE OF SALE UNDER POWER: [187, 870, 259, 884]
ad-run-code: 9:24,10:1,8,15,22,29pp: [368, 1054, 424, 1061]
column-label: [268, 34, 352, 43]
notice-heading: BANK OF AMERICA, N.A.: [275, 662, 344, 669]
column-label: [441, 34, 525, 43]
notice-heading: FN8366 GPN11 NOTICE OF FORECLOSURE SALE UNDER POWER OF SALE: [528, 603, 610, 623]
notice-paragraph: THE BELOW LAW FIRM MAY BE HELD TO BE ACTING AS A DEBT COLLECTOR, UNDER FEDERAL LAW. IF SO, ANY INFORMATION OBTAINED WILL BE USED FOR THAT PURPOSE.: [8, 247, 92, 285]
notice-paragraph: ALL THAT TRACT OR PARCEL OF LAND LYING AND BEING IN LAND LOT 88 OF THE 19TH DISTRICT, FULTON COUNTY, GEORGIA AND BEING MORE PARTICULARLY DESCRIBED AS FOLLOWS: BEGINNING AT A POINT ON THE SOUTHEASTERLY SIDE OF ELDEN DRIVE, 321.5 FEET SOUTHWESTERLY AS MEASURED ALONG THE WESTERLY AND SOUTHWESTERLY SIDE OF ELDEN DRIVE FROM THE INTERSECTION OF THE WESTERLY SIDE OF ELDEN DRIVE AND THE SOUTHERLY SIDE OF ELDEN DRIVE; RUNNING THENCE SOUTH 38 DEGREES, 20 MINUTES, 27 SECONDS EAST 140.1 FEET TO AN IRON PIN FOUND; RUNNING THENCE SOUTH 41 DEGREES 29 MINUTES, 9 SECONDS WEST, 180 FEET TO AN IRON PIN FOUND; RUNNING THENCE NORTH 28 DEGREES 55 MINUTES 0 SECONDS WEST TO THE POINT OF BEGINNING.: [700, 214, 785, 395]
notice-paragraph: Said property is known as 1075 Virginia Ave NE, Atlanta, GA 30306, together with all fixtures and personal property attached to and constituting a part of said property, if any.: [354, 743, 438, 781]
notice-paragraph: Said legal description being controlling, however the property is more commonly known as 945 LAKEVIEW CIRCLE, ATLANTA, GA 30316.: [267, 253, 352, 285]
ad-run-code: 10:8,15,22,29pp: [549, 591, 589, 598]
diamond-icon: ◆: [313, 12, 323, 26]
notice-paragraph: Attorney Contact: Rubin Lublin, LLC 3145 Avalon Ridge Place, Suite 100, Peachtree Corners, GA 30071 Telephone Number: (877) 813-0992 Case No. MTB-25-01056-3 Ad Run Dates 10/08/2025, 10/15/2025, 10/22/2025, 10/29/2025 rlselaw.com/property-listing: [700, 846, 785, 897]
